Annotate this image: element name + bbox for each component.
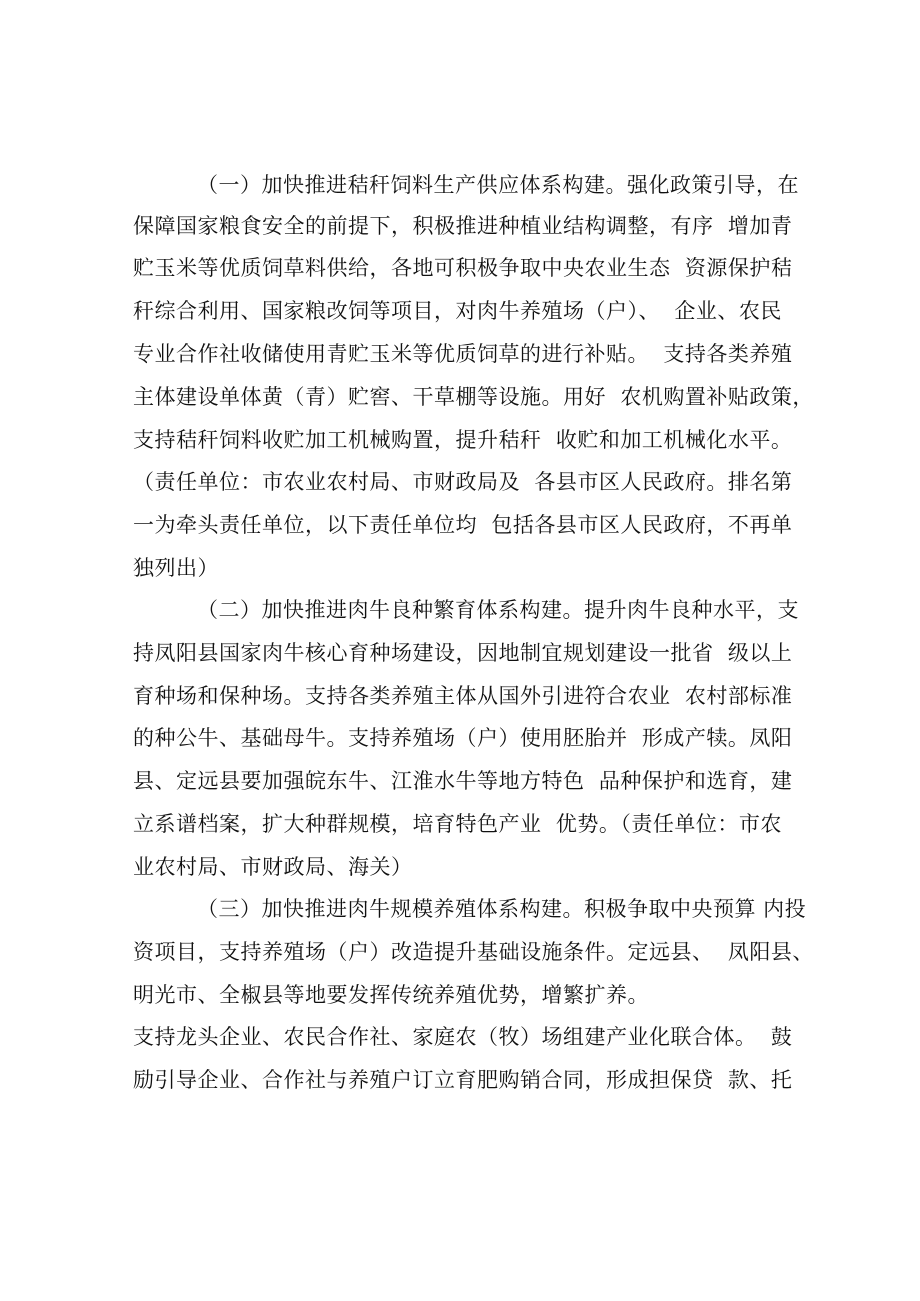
paragraph-2-line-7: 业农村局、市财政局、海关） [133, 855, 413, 879]
paragraph-3-line-4: 支持龙头企业、农民合作社、家庭农（牧）场组建产业化联合体。 鼓 [133, 1025, 793, 1049]
paragraph-2-line-6: 立系谱档案，扩大种群规模，培育特色产业 优势。（责任单位：市农 [133, 812, 782, 836]
paragraph-1-line-5: 专业合作社收储使用青贮玉米等优质饲草的进行补贴。 支持各类养殖 [133, 342, 793, 366]
paragraph-1-line-8: （责任单位：市农业农村局、市财政局及 各县市区人民政府。排名第 [133, 470, 793, 494]
paragraph-1-line-9: 一为牵头责任单位，以下责任单位均 包括各县市区人民政府，不再单 [133, 513, 793, 537]
paragraph-2-line-5: 县、定远县要加强皖东牛、江淮水牛等地方特色 品种保护和选育，建 [133, 769, 793, 793]
paragraph-3-line-5: 励引导企业、合作社与养殖户订立育肥购销合同，形成担保贷 款、托 [133, 1068, 793, 1092]
paragraph-2-line-2: 持凤阳县国家肉牛核心育种场建设，因地制宜规划建设一批省 级以上 [133, 641, 793, 665]
paragraph-1-line-7: 支持秸秆饲料收贮加工机械购置，提升秸秆 收贮和加工机械化水平。 [133, 428, 793, 452]
paragraph-1-line-10: 独列出） [133, 556, 219, 580]
paragraph-1-line-2: 保障国家粮食安全的前提下，积极推进种植业结构调整，有序 增加青 [133, 214, 793, 238]
paragraph-1-line-4: 秆综合利用、国家粮改饲等项目，对肉牛养殖场（户）、 企业、农民 [133, 299, 782, 323]
paragraph-2-line-1: （二）加快推进肉牛良种繁育体系构建。提升肉牛良种水平，支 [197, 598, 799, 622]
paragraph-3-line-1: （三）加快推进肉牛规模养殖体系构建。积极争取中央预算 内投 [197, 897, 807, 921]
paragraph-1-line-3: 贮玉米等优质饲草料供给，各地可积极争取中央农业生态 资源保护秸 [133, 256, 793, 280]
paragraph-2-line-4: 的种公牛、基础母牛。支持养殖场（户）使用胚胎并 形成产犊。凤阳 [133, 726, 793, 750]
paragraph-2-line-3: 育种场和保种场。支持各类养殖主体从国外引进符合农业 农村部标准 [133, 684, 793, 708]
paragraph-1-line-6: 主体建设单体黄（青）贮窖、干草棚等设施。用好 农机购置补贴政策， [133, 385, 814, 409]
paragraph-1-line-1: （一）加快推进秸秆饲料生产供应体系构建。强化政策引导，在 [197, 173, 799, 197]
paragraph-3-line-3: 明光市、全椒县等地要发挥传统养殖优势，增繁扩养。 [133, 983, 649, 1007]
paragraph-3-line-2: 资项目，支持养殖场（户）改造提升基础设施条件。定远县、 凤阳县、 [133, 940, 814, 964]
